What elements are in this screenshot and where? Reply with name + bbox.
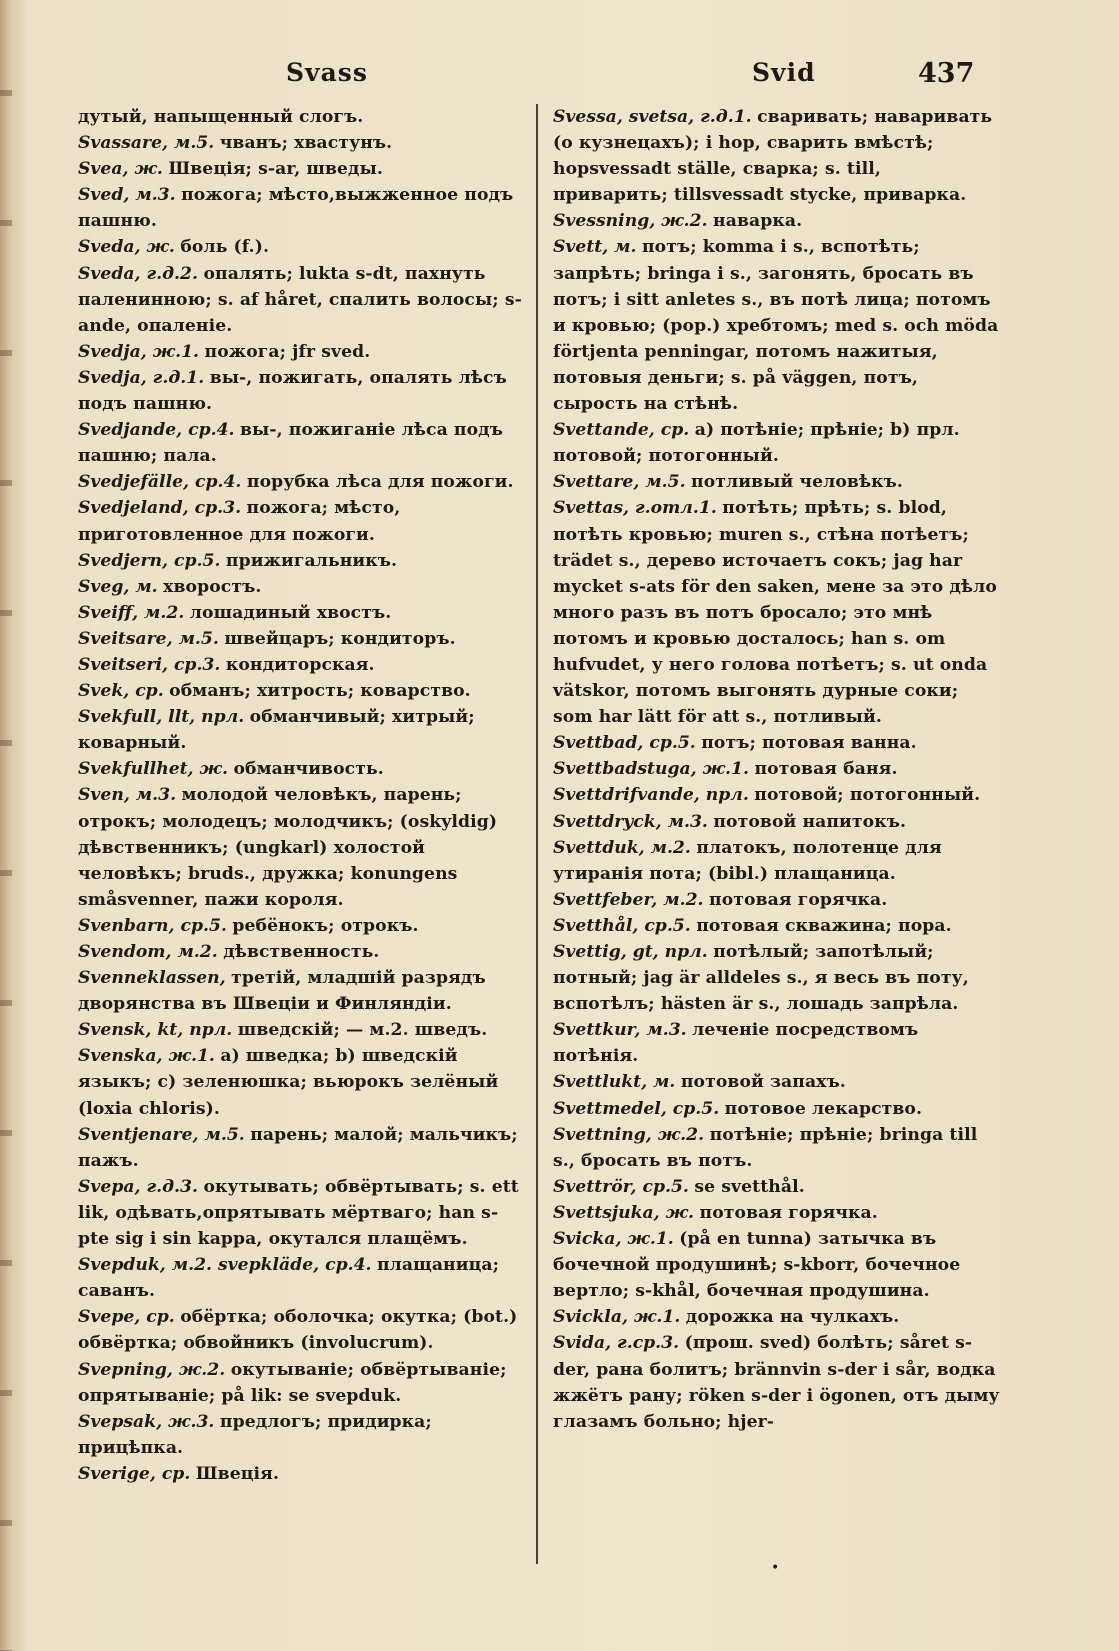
dictionary-entry: [553, 1069, 1001, 1095]
entry-headword: Svettbad, ср.5.: [553, 733, 696, 754]
entry-definition: потѣлый; запотѣлый; потный; jag är alldeles s., я весь въ поту, вспотѣлъ; hästen är s., лошадь запрѣла.: [553, 942, 969, 1015]
entry-definition: потовая горячка.: [709, 889, 888, 910]
dictionary-entry: [553, 939, 1001, 1017]
entry-definition: чванъ; хвастунъ.: [219, 133, 393, 154]
dictionary-entry: [78, 782, 524, 912]
entry-definition: Швеція.: [195, 1463, 280, 1484]
dictionary-entry: [78, 574, 524, 600]
dictionary-entry: [553, 913, 1001, 939]
dictionary-entry: [553, 887, 1001, 913]
entry-headword: Svepning, ж.2.: [78, 1359, 226, 1380]
dictionary-entry: [553, 208, 1001, 234]
entry-headword: Sveiff, м.2.: [78, 602, 185, 623]
entry-definition: потѣніе; прѣніе; bringa till s., бросать въ потъ.: [553, 1124, 978, 1171]
dictionary-entry: [78, 182, 524, 234]
entry-headword: Svettlukt, м.: [553, 1072, 676, 1093]
dictionary-entry: [78, 495, 524, 547]
dictionary-entry: [78, 1461, 524, 1487]
dictionary-entry: [553, 782, 1001, 808]
entry-definition: дутый, напыщенный слогъ.: [78, 107, 364, 127]
dictionary-entry: [553, 1174, 1001, 1200]
dictionary-entry: [78, 600, 524, 626]
entry-definition: потовой напитокъ.: [713, 811, 907, 832]
entry-definition: a) шведка; b) шведскій языкъ; c) зеленюшка; вьюрокъ зелёный (loxia chloris).: [78, 1046, 499, 1119]
header-right-guideword: Svid: [752, 58, 816, 87]
entry-definition: плащаница; саванъ.: [78, 1255, 500, 1302]
entry-headword: Svettbadstuga, ж.1.: [553, 759, 749, 780]
dictionary-entry: [553, 495, 1001, 730]
dictionary-entry: [78, 1357, 524, 1409]
dictionary-entry: [78, 469, 524, 495]
entry-definition: третій, младшій разрядъ дворянства въ Швеціи и Финляндіи.: [78, 968, 486, 1015]
entry-headword: Svedjern, ср.5.: [78, 550, 221, 571]
entry-headword: Svida, г.ср.3.: [553, 1333, 680, 1354]
entry-headword: Svepduk, м.2. svepkläde, ср.4.: [78, 1255, 372, 1276]
entry-definition: потовое лекарство.: [724, 1098, 923, 1119]
entry-definition: Швеція; s-ar, шведы.: [168, 159, 384, 180]
entry-headword: Svedja, г.д.1.: [78, 367, 205, 388]
entry-headword: Svenneklassen,: [78, 968, 226, 989]
dictionary-entry: [78, 365, 524, 417]
page-edge: [0, 0, 12, 1651]
entry-definition: потовая скважина; пора.: [696, 915, 952, 936]
dictionary-entry: [78, 1409, 524, 1461]
entry-headword: Sventjenare, м.5.: [78, 1124, 245, 1145]
entry-definition: потъ; komma i s., вспотѣть; запрѣть; bringa i s., загонять, бросать въ потъ; i sitt anletes s., въ потѣ лица; потомъ и кровью; (рор.) хребтомъ; med s. och möda förtjenta penningar, потомъ нажитыя, потовыя деньги; s. på väggen, потъ, сырость на стѣнѣ.: [553, 237, 999, 415]
entry-definition: дѣвственность.: [223, 942, 380, 962]
entry-headword: Svicka, ж.1.: [553, 1229, 674, 1250]
dictionary-entry: [78, 548, 524, 574]
entry-headword: Svedjeland, ср.3.: [78, 498, 242, 519]
dictionary-entry: [553, 1200, 1001, 1226]
entry-headword: Svepe, ср.: [78, 1307, 175, 1328]
entry-headword: Svettdrifvande, прл.: [553, 785, 749, 806]
entry-headword: Svettig, gt, прл.: [553, 942, 708, 962]
entry-definition: боль (f.).: [180, 237, 270, 258]
entry-headword: Svetthål, ср.5.: [553, 915, 691, 936]
entry-headword: Svettmedel, ср.5.: [553, 1098, 720, 1119]
dictionary-entry: [553, 234, 1001, 417]
dictionary-entry: [553, 756, 1001, 782]
entry-definition: пожога; мѣсто, приготовленное для пожоги.: [78, 498, 401, 545]
dictionary-entry: [553, 1330, 1001, 1434]
dictionary-entry: [78, 1017, 524, 1043]
dictionary-entry: [78, 626, 524, 652]
entry-headword: Svenbarn, ср.5.: [78, 915, 227, 936]
entry-definition: платокъ, полотенце для утиранія пота; (bibl.) плащаница.: [553, 837, 942, 884]
entry-headword: Svek, ср.: [78, 681, 164, 702]
header-left-guideword: Svass: [286, 58, 368, 87]
entry-definition: наварка.: [713, 211, 803, 232]
dictionary-entry: [553, 1226, 1001, 1304]
entry-definition: шведскій; — м.2. шведъ.: [237, 1020, 488, 1041]
dictionary-entry: [553, 835, 1001, 887]
entry-definition: a) потѣніе; прѣніе; b) прл. потовой; потогонный.: [553, 420, 960, 467]
entry-headword: Svickla, ж.1.: [553, 1307, 681, 1328]
dictionary-entry: [78, 756, 524, 782]
entry-definition: обёртка; оболочка; окутка; (bot.) обвёртка; обвойникъ (involucrum).: [78, 1307, 518, 1354]
dictionary-entry: [553, 1122, 1001, 1174]
entry-definition: предлогъ; придирка; прицѣпка.: [78, 1411, 432, 1458]
entry-definition: потъ; потовая ванна.: [701, 733, 917, 754]
entry-headword: Svettning, ж.2.: [553, 1124, 705, 1145]
entry-definition: дорожка на чулкахъ.: [685, 1307, 900, 1328]
entry-definition: обманъ; хитрость; коварство.: [169, 681, 471, 702]
entry-definition: швейцаръ; кондиторъ.: [224, 628, 456, 649]
dictionary-entry: [78, 652, 524, 678]
entry-definition: потовая горячка.: [699, 1202, 878, 1223]
entry-definition: порубка лѣса для пожоги.: [246, 472, 514, 493]
entry-definition: обманчивость.: [233, 759, 384, 780]
entry-definition: вы-, пожиганіе лѣса подъ пашню; пала.: [78, 420, 504, 467]
dictionary-entry: [78, 939, 524, 965]
dictionary-entry: [78, 156, 524, 182]
entry-headword: Sved, м.3.: [78, 185, 176, 206]
entry-headword: Svettduk, м.2.: [553, 837, 691, 858]
dictionary-entry: [78, 1174, 524, 1252]
entry-definition: опалять; lukta s-dt, пахнуть паленинною; s. af håret, спалить волосы; s-ande, опаленіе.: [78, 263, 522, 336]
dictionary-entry: [78, 1304, 524, 1356]
entry-headword: Svepa, г.д.3.: [78, 1176, 198, 1197]
entry-headword: Svettare, м.5.: [553, 472, 686, 493]
dictionary-entry: [78, 234, 524, 260]
entry-headword: Sveg, м.: [78, 576, 158, 597]
dictionary-entry: [553, 417, 1001, 469]
entry-headword: Svett, м.: [553, 237, 637, 258]
entry-headword: Svettkur, м.3.: [553, 1020, 687, 1041]
entry-headword: Svensk, kt, прл.: [78, 1020, 233, 1041]
page-number: 437: [918, 58, 975, 89]
dictionary-entry: [553, 104, 1001, 208]
dictionary-entry: [78, 965, 524, 1017]
entry-definition: (прош. sved) болѣть; såret s-der, рана болитъ; brännvin s-der i sår, водка жжётъ рану; röken s-der i ögonen, отъ дыму глазамъ больно; hjer-: [553, 1333, 1000, 1432]
entry-headword: Svea, ж.: [78, 159, 163, 180]
entry-headword: Sverige, ср.: [78, 1463, 191, 1484]
entry-definition: прижигальникъ.: [225, 550, 398, 571]
entry-definition: потовой; потогонный.: [754, 785, 981, 806]
page-header: [0, 58, 1119, 98]
entry-headword: Svedjefälle, ср.4.: [78, 472, 242, 493]
entry-definition: пожога; мѣсто,выжженное подъ пашню.: [78, 185, 514, 232]
entry-definition: окутываніе; обвёртываніе; опрятываніе; på lik: se svepduk.: [78, 1359, 507, 1406]
entry-headword: Svettrör, ср.5.: [553, 1176, 689, 1197]
entry-definition: потовая баня.: [754, 759, 898, 780]
dictionary-entry: [553, 469, 1001, 495]
entry-headword: Svepsak, ж.3.: [78, 1411, 215, 1432]
dictionary-entry: [553, 1017, 1001, 1069]
dictionary-entry: [78, 678, 524, 704]
dictionary-entry: [78, 1252, 524, 1304]
entry-definition: леченіе посредствомъ потѣнія.: [553, 1020, 919, 1067]
entry-headword: Sveitsare, м.5.: [78, 628, 219, 649]
dictionary-entry: [78, 104, 524, 130]
dictionary-entry: [553, 809, 1001, 835]
entry-headword: Svettas, г.отл.1.: [553, 498, 717, 519]
entry-definition: хворостъ.: [163, 576, 262, 597]
entry-headword: Sveda, г.д.2.: [78, 263, 198, 284]
entry-headword: Svessa, svetsa, г.д.1.: [553, 107, 752, 127]
entry-headword: Svessning, ж.2.: [553, 211, 708, 232]
entry-headword: Svekfullhet, ж.: [78, 759, 228, 780]
entry-headword: Svassare, м.5.: [78, 133, 215, 154]
entry-definition: потливый человѣкъ.: [691, 472, 904, 493]
entry-definition: потовой запахъ.: [680, 1072, 846, 1093]
entry-definition: вы-, пожигать, опалять лѣсъ подъ пашню.: [78, 367, 507, 415]
entry-headword: Svenska, ж.1.: [78, 1046, 215, 1067]
entry-definition: ребёнокъ; отрокъ.: [232, 915, 419, 936]
entry-headword: Svettfeber, м.2.: [553, 889, 704, 910]
column-divider: [536, 104, 538, 1564]
entry-definition: (på en tunna) затычка въ бочечной продушинѣ; s-kborr, бочечное вертло; s-khål, бочечная продушина.: [553, 1229, 961, 1302]
entry-definition: молодой человѣкъ, парень; отрокъ; молодецъ; молодчикъ; (oskyldig) дѣвственникъ; (ungkarl) холостой человѣкъ; bruds., дружка; konungens småsvenner, пажи короля.: [78, 785, 498, 910]
entry-definition: потѣть; прѣть; s. blod, потѣть кровью; muren s., стѣна потѣетъ; trädet s., дерево источаетъ сокъ; jag har mycket s-ats för den saken, мене за это дѣло много разъ въ потъ бросало; это мнѣ потомъ и кровью досталось; han s. om hufvudet, у него голова потѣетъ; s. ut onda vätskor, потомъ выгонять дурные соки; som har lätt för att s., потливый.: [553, 498, 997, 728]
dictionary-entry: [78, 130, 524, 156]
entry-headword: Svendom, м.2.: [78, 942, 218, 962]
entry-headword: Sven, м.3.: [78, 785, 177, 806]
left-column: [78, 104, 524, 1487]
dictionary-entry: [78, 339, 524, 365]
dictionary-entry: [78, 1122, 524, 1174]
entry-definition: сваривать; наваривать (о кузнецахъ); i hop, сварить вмѣстѣ; hopsvessadt ställe, сварка; s. till, приварить; tillsvessadt stycke, приварка.: [553, 107, 993, 206]
dictionary-entry: [78, 704, 524, 756]
footer-mark: •: [771, 1560, 780, 1576]
entry-headword: Svedjande, ср.4.: [78, 420, 235, 441]
dictionary-entry: [553, 1304, 1001, 1330]
entry-headword: Svettsjuka, ж.: [553, 1202, 695, 1223]
dictionary-entry: [78, 417, 524, 469]
dictionary-entry: [553, 730, 1001, 756]
entry-headword: Sveitseri, ср.3.: [78, 654, 221, 675]
entry-definition: se svetthål.: [694, 1176, 805, 1197]
entry-definition: парень; малой; мальчикъ; пажъ.: [78, 1124, 518, 1171]
entry-headword: Svedja, ж.1.: [78, 341, 200, 362]
dictionary-entry: [78, 261, 524, 339]
dictionary-entry: [78, 913, 524, 939]
entry-headword: Sveda, ж.: [78, 237, 175, 258]
entry-headword: Svettande, ср.: [553, 420, 690, 441]
entry-headword: Svekfull, llt, прл.: [78, 707, 245, 728]
entry-headword: Svettdryck, м.3.: [553, 811, 708, 832]
right-column: [553, 104, 1001, 1435]
dictionary-entry: [78, 1043, 524, 1121]
entry-definition: лошадиный хвостъ.: [189, 602, 392, 623]
entry-definition: обманчивый; хитрый; коварный.: [78, 707, 475, 754]
entry-definition: пожога; jfr sved.: [204, 341, 371, 362]
dictionary-entry: [553, 1096, 1001, 1122]
entry-definition: кондиторская.: [225, 654, 375, 675]
entry-definition: окутывать; обвёртывать; s. ett lik, одѣвать,опрятывать мёртваго; han s-pte sig i sin kappa, окутался плащёмъ.: [78, 1176, 519, 1250]
